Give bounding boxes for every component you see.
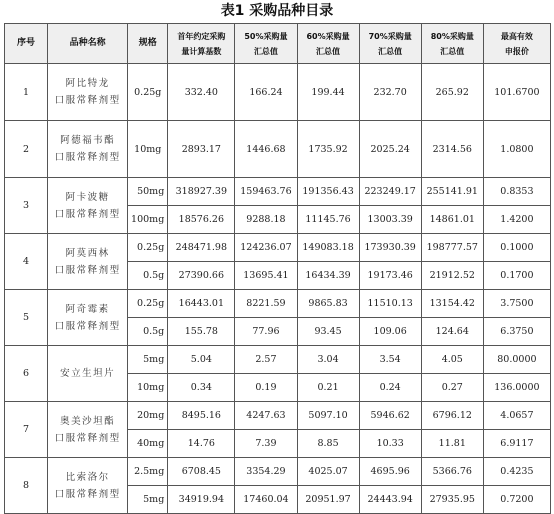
p80-cell: 2314.56 [421, 121, 483, 178]
p50-cell: 3354.29 [235, 458, 297, 486]
max-price-cell: 3.7500 [483, 290, 550, 318]
header-p80 [421, 24, 483, 64]
seq-cell: 3 [5, 178, 48, 234]
p70-cell: 13003.39 [359, 206, 421, 234]
max-price-cell: 0.8353 [483, 178, 550, 206]
p60-cell: 20951.97 [297, 486, 359, 514]
header-maxprice-line2: 申报价 [504, 46, 529, 56]
base-count-cell: 5.04 [168, 346, 235, 374]
product-name-cell [48, 290, 128, 346]
p70-cell: 223249.17 [359, 178, 421, 206]
product-name-line: 口服常释剂型 [54, 95, 121, 106]
spec-cell: 5mg [128, 346, 168, 374]
max-price-cell: 0.4235 [483, 458, 550, 486]
p80-cell: 6796.12 [421, 402, 483, 430]
p60-cell: 199.44 [297, 64, 359, 121]
header-p80-line1: 80%采购量 [430, 31, 474, 41]
product-name-line: 口服常释剂型 [54, 152, 121, 163]
p60-cell: 1735.92 [297, 121, 359, 178]
base-count-cell: 27390.66 [168, 262, 235, 290]
header-maxprice [483, 24, 550, 64]
p70-cell: 10.33 [359, 430, 421, 458]
header-base-line1: 首年约定采购 [177, 31, 226, 41]
p70-cell: 173930.39 [359, 234, 421, 262]
header-p70-line2: 汇总值 [378, 46, 403, 56]
spec-cell: 40mg [128, 430, 168, 458]
table-row [5, 121, 551, 178]
spec-cell: 100mg [128, 206, 168, 234]
procurement-table [4, 23, 551, 514]
seq-cell: 7 [5, 402, 48, 458]
p70-cell: 19173.46 [359, 262, 421, 290]
base-count-cell: 155.78 [168, 318, 235, 346]
max-price-cell: 0.7200 [483, 486, 550, 514]
p70-cell: 2025.24 [359, 121, 421, 178]
spec-cell: 10mg [128, 121, 168, 178]
table-body [5, 64, 551, 514]
p50-cell: 1446.68 [235, 121, 297, 178]
p80-cell: 11.81 [421, 430, 483, 458]
p80-cell: 198777.57 [421, 234, 483, 262]
base-count-cell: 248471.98 [168, 234, 235, 262]
p60-cell: 9865.83 [297, 290, 359, 318]
table-row [5, 178, 551, 206]
header-spec: 规格 [128, 24, 168, 64]
header-p60-line2: 汇总值 [316, 46, 341, 56]
p60-cell: 191356.43 [297, 178, 359, 206]
max-price-cell: 4.0657 [483, 402, 550, 430]
p60-cell: 5097.10 [297, 402, 359, 430]
max-price-cell: 6.3750 [483, 318, 550, 346]
max-price-cell: 136.0000 [483, 374, 550, 402]
p80-cell: 0.27 [421, 374, 483, 402]
product-name-cell [48, 458, 128, 514]
p50-cell: 124236.07 [235, 234, 297, 262]
header-p60 [297, 24, 359, 64]
product-name-cell [48, 121, 128, 178]
spec-cell: 50mg [128, 178, 168, 206]
max-price-cell: 1.4200 [483, 206, 550, 234]
header-maxprice-line1: 最高有效 [500, 31, 533, 41]
max-price-cell: 0.1000 [483, 234, 550, 262]
product-name-line: 口服常释剂型 [54, 208, 121, 220]
header-p50 [235, 24, 297, 64]
p80-cell: 27935.95 [421, 486, 483, 514]
seq-cell: 4 [5, 234, 48, 290]
spec-cell: 20mg [128, 402, 168, 430]
p50-cell: 7.39 [235, 430, 297, 458]
header-p70-line1: 70%采购量 [368, 31, 412, 41]
product-name-line: 阿卡波糖 [65, 191, 110, 203]
p50-cell: 2.57 [235, 346, 297, 374]
product-name-cell [48, 64, 128, 121]
header-seq: 序号 [5, 24, 48, 64]
p50-cell: 9288.18 [235, 206, 297, 234]
p50-cell: 13695.41 [235, 262, 297, 290]
header-p50-line1: 50%采购量 [244, 31, 288, 41]
header-p70 [359, 24, 421, 64]
product-name-line: 阿莫西林 [65, 247, 110, 259]
spec-cell: 0.25g [128, 290, 168, 318]
p80-cell: 4.05 [421, 346, 483, 374]
seq-cell: 1 [5, 64, 48, 121]
base-count-cell: 34919.94 [168, 486, 235, 514]
seq-cell: 2 [5, 121, 48, 178]
spec-cell: 2.5mg [128, 458, 168, 486]
product-name-line: 奥美沙坦酯 [60, 415, 116, 427]
p70-cell: 109.06 [359, 318, 421, 346]
header-row [5, 24, 551, 64]
p60-cell: 149083.18 [297, 234, 359, 262]
p50-cell: 17460.04 [235, 486, 297, 514]
header-p60-line1: 60%采购量 [306, 31, 350, 41]
base-count-cell: 16443.01 [168, 290, 235, 318]
spec-cell: 0.25g [128, 64, 168, 121]
p70-cell: 4695.96 [359, 458, 421, 486]
base-count-cell: 8495.16 [168, 402, 235, 430]
p50-cell: 77.96 [235, 318, 297, 346]
p50-cell: 4247.63 [235, 402, 297, 430]
p60-cell: 0.21 [297, 374, 359, 402]
table-title: 表1 采购品种目录 [220, 3, 334, 19]
base-count-cell: 318927.39 [168, 178, 235, 206]
table-row [5, 290, 551, 318]
base-count-cell: 18576.26 [168, 206, 235, 234]
p70-cell: 11510.13 [359, 290, 421, 318]
p60-cell: 11145.76 [297, 206, 359, 234]
product-name-line: 阿比特龙 [65, 78, 110, 89]
product-name-cell [48, 178, 128, 234]
p60-cell: 4025.07 [297, 458, 359, 486]
table-row [5, 346, 551, 374]
product-name-cell [48, 402, 128, 458]
product-name-line: 口服常释剂型 [54, 432, 121, 444]
table-row [5, 234, 551, 262]
spec-cell: 5mg [128, 486, 168, 514]
product-name-line: 口服常释剂型 [54, 264, 121, 276]
p70-cell: 24443.94 [359, 486, 421, 514]
header-base-line2: 量计算基数 [181, 46, 222, 56]
p80-cell: 21912.52 [421, 262, 483, 290]
p50-cell: 0.19 [235, 374, 297, 402]
p60-cell: 93.45 [297, 318, 359, 346]
max-price-cell: 6.9117 [483, 430, 550, 458]
p60-cell: 3.04 [297, 346, 359, 374]
product-name-line: 安立生坦片 [60, 368, 116, 379]
p70-cell: 232.70 [359, 64, 421, 121]
p80-cell: 124.64 [421, 318, 483, 346]
seq-cell: 8 [5, 458, 48, 514]
table-row [5, 64, 551, 121]
product-name-line: 阿奇霉素 [65, 303, 110, 315]
p50-cell: 159463.76 [235, 178, 297, 206]
max-price-cell: 101.6700 [483, 64, 550, 121]
seq-cell: 6 [5, 346, 48, 402]
spec-cell: 10mg [128, 374, 168, 402]
base-count-cell: 0.34 [168, 374, 235, 402]
header-p50-line2: 汇总值 [253, 46, 278, 56]
product-name-line: 口服常释剂型 [54, 320, 121, 332]
seq-cell: 5 [5, 290, 48, 346]
header-name: 品种名称 [48, 24, 128, 64]
product-name-line: 阿德福韦酯 [60, 135, 116, 146]
table-row [5, 458, 551, 486]
base-count-cell: 2893.17 [168, 121, 235, 178]
product-name-line: 比索洛尔 [65, 471, 110, 483]
p80-cell: 13154.42 [421, 290, 483, 318]
spec-cell: 0.5g [128, 262, 168, 290]
header-base [168, 24, 235, 64]
base-count-cell: 14.76 [168, 430, 235, 458]
spec-cell: 0.5g [128, 318, 168, 346]
base-count-cell: 332.40 [168, 64, 235, 121]
p50-cell: 166.24 [235, 64, 297, 121]
p70-cell: 3.54 [359, 346, 421, 374]
product-name-cell [48, 234, 128, 290]
p80-cell: 255141.91 [421, 178, 483, 206]
p80-cell: 265.92 [421, 64, 483, 121]
p80-cell: 14861.01 [421, 206, 483, 234]
p60-cell: 8.85 [297, 430, 359, 458]
p60-cell: 16434.39 [297, 262, 359, 290]
p70-cell: 0.24 [359, 374, 421, 402]
spec-cell: 0.25g [128, 234, 168, 262]
p70-cell: 5946.62 [359, 402, 421, 430]
table-row [5, 402, 551, 430]
p80-cell: 5366.76 [421, 458, 483, 486]
max-price-cell: 1.0800 [483, 121, 550, 178]
base-count-cell: 6708.45 [168, 458, 235, 486]
product-name-cell [48, 346, 128, 402]
max-price-cell: 80.0000 [483, 346, 550, 374]
header-p80-line2: 汇总值 [440, 46, 465, 56]
p50-cell: 8221.59 [235, 290, 297, 318]
product-name-line: 口服常释剂型 [54, 488, 121, 500]
max-price-cell: 0.1700 [483, 262, 550, 290]
